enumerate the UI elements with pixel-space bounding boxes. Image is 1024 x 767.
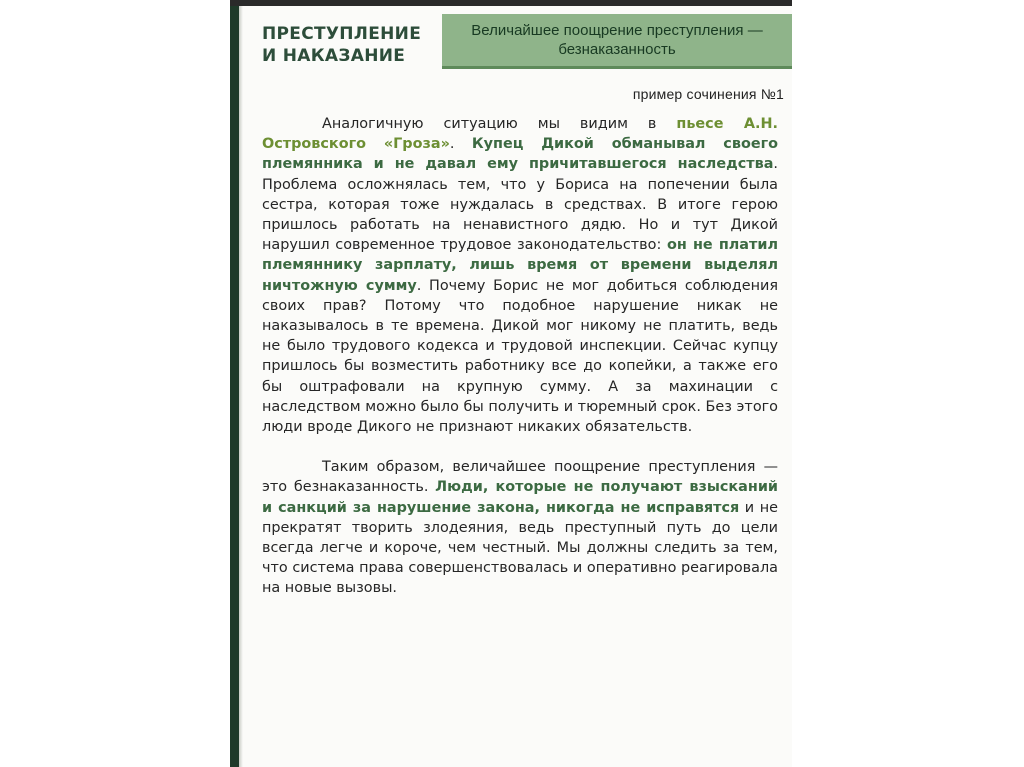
paragraph-text: Таким образом, величайшее поощрение преступления — это безнаказанность.: [262, 459, 778, 496]
banner-line-2: безнаказанность: [558, 41, 676, 58]
paragraph-text: . Почему Борис не мог добиться соблюдения своих прав? Потому что подобное нарушение никак не наказывалось в те времена. Дикой мог никому не платить, ведь не было трудового кодекса и трудовой инспекции. Сейчас купцу пришлось бы возместить работнику все до копейки, а также его бы оштрафовали на крупную сумму. А за махинации с наследством можно было бы получить и тюремный срок. Без этого люди вроде Дикого не признают никаких обязательств.: [262, 277, 778, 436]
paragraph-text: и не прекратят творить злодеяния, ведь преступный путь до цели всегда легче и короче, чем честный. Мы должны следить за тем, что система права совершенствовалась и оперативно реагировала на новые вызовы.: [262, 499, 778, 597]
essay-paragraph-1: [262, 114, 778, 437]
essay-example-label: пример сочинения №1: [632, 86, 784, 102]
document-page: [230, 6, 792, 767]
highlight-text: Купец Дикой обманывал своего племянника и не давал ему причитавшегося наследства: [262, 136, 778, 173]
paragraph-text: . Проблема осложнялась тем, что у Бориса на попечении была сестра, которая тоже нуждалась в средствах. В итоге герою пришлось работать на ненавистного дядю. Но и тут Дикой нарушил современное трудовое законодательство:: [262, 156, 778, 254]
highlight-text: пьесе А.Н. Островского «Гроза»: [262, 116, 778, 153]
paragraph-text: Аналогичную ситуацию мы видим в: [322, 116, 677, 132]
banner-line-1: Величайшее поощрение преступления —: [471, 22, 763, 39]
essay-paragraph-2: [262, 457, 778, 598]
page-spine: [230, 6, 239, 767]
title-line-2: И НАКАЗАНИЕ: [262, 46, 406, 66]
highlight-text: Люди, которые не получают взысканий и санкций за нарушение закона, никогда не исправятся: [262, 479, 778, 516]
title-line-1: ПРЕСТУПЛЕНИЕ: [262, 24, 422, 44]
essay-body: [262, 114, 778, 619]
highlight-text: он не платил племяннику зарплату, лишь время от времени выделял ничтожную сумму: [262, 237, 778, 294]
paragraph-text: .: [449, 136, 472, 153]
page-title: [262, 23, 432, 67]
page-spine-shadow: [239, 6, 243, 767]
topic-banner: [442, 14, 792, 69]
